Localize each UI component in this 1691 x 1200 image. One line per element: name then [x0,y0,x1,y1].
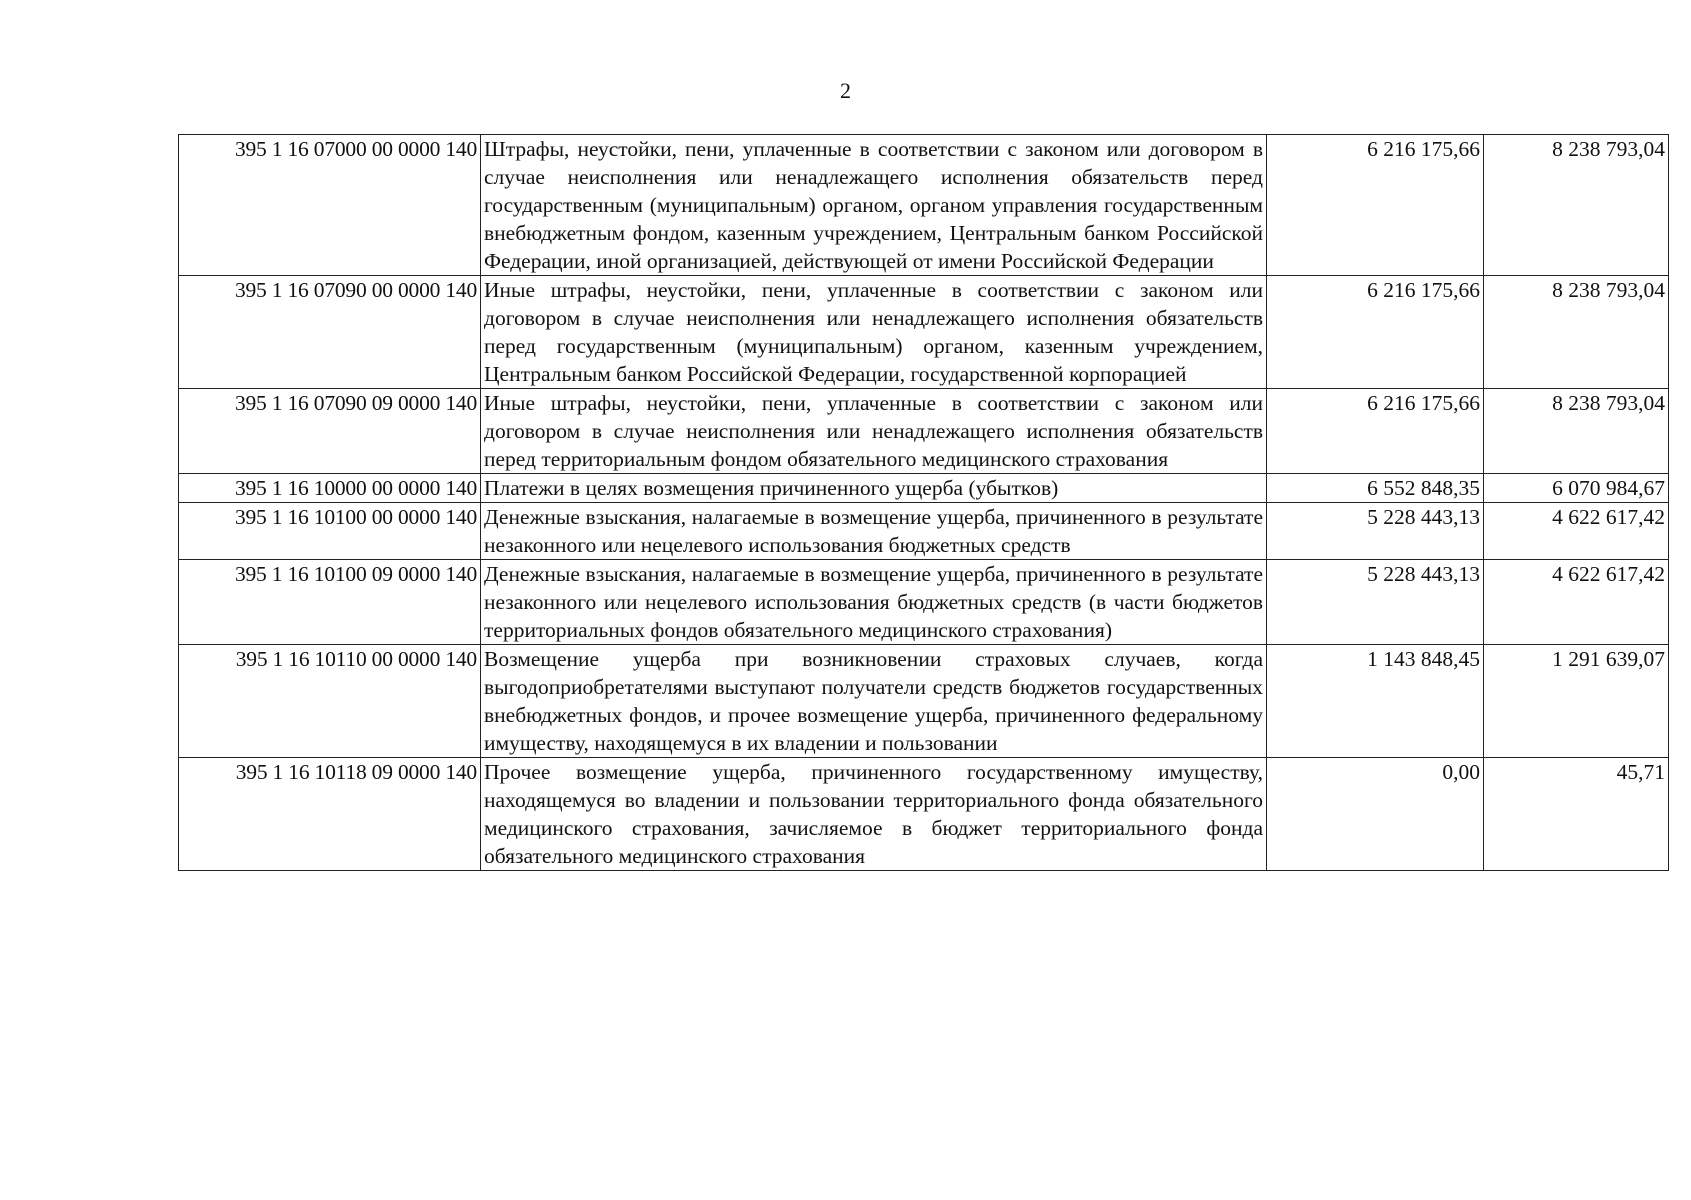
budget-code-cell: 395 1 16 07090 00 0000 140 [179,276,481,389]
page-number: 2 [840,78,851,103]
value-1-cell: 6 216 175,66 [1267,135,1484,276]
table-row [179,474,1669,503]
description-cell: Иные штрафы, неустойки, пени, уплаченные в соответствии с законом или договором в случае неисполнения или ненадлежащего исполнения обязательств перед территориальным фондом обязательного медицинского страхования [481,389,1267,474]
value-1-cell: 6 216 175,66 [1267,276,1484,389]
budget-code-cell: 395 1 16 10100 09 0000 140 [179,560,481,645]
revenue-table [178,134,1669,871]
description-cell: Иные штрафы, неустойки, пени, уплаченные в соответствии с законом или договором в случае неисполнения или ненадлежащего исполнения обязательств перед государственным (муниципальным) органом, казенным учреждением, Центральным банком Российской Федерации, государственной корпорацией [481,276,1267,389]
value-1-cell: 5 228 443,13 [1267,503,1484,560]
budget-code-cell: 395 1 16 07090 09 0000 140 [179,389,481,474]
description-cell: Денежные взыскания, налагаемые в возмещение ущерба, причиненного в результате незаконного или нецелевого использования бюджетных средств (в части бюджетов территориальных фондов обязательного медицинского страхования) [481,560,1267,645]
value-1-cell: 5 228 443,13 [1267,560,1484,645]
value-2-cell: 4 622 617,42 [1484,560,1669,645]
budget-code-cell: 395 1 16 07000 00 0000 140 [179,135,481,276]
value-2-cell: 8 238 793,04 [1484,276,1669,389]
description-cell: Возмещение ущерба при возникновении страховых случаев, когда выгодоприобретателями выступают получатели средств бюджетов государственных внебюджетных фондов, и прочее возмещение ущерба, причиненного федеральному имуществу, находящемуся в их владении и пользовании [481,645,1267,758]
budget-code-cell: 395 1 16 10000 00 0000 140 [179,474,481,503]
table-row [179,560,1669,645]
value-2-cell: 4 622 617,42 [1484,503,1669,560]
value-2-cell: 1 291 639,07 [1484,645,1669,758]
table-row [179,645,1669,758]
table-row [179,758,1669,871]
value-1-cell: 1 143 848,45 [1267,645,1484,758]
value-1-cell: 0,00 [1267,758,1484,871]
description-cell: Платежи в целях возмещения причиненного ущерба (убытков) [481,474,1267,503]
budget-code-cell: 395 1 16 10110 00 0000 140 [179,645,481,758]
budget-code-cell: 395 1 16 10100 00 0000 140 [179,503,481,560]
table-row [179,389,1669,474]
description-cell: Штрафы, неустойки, пени, уплаченные в соответствии с законом или договором в случае неисполнения или ненадлежащего исполнения обязательств перед государственным (муниципальным) органом, органом управления государственным внебюджетным фондом, казенным учреждением, Центральным банком Российской Федерации, иной организацией, действующей от имени Российской Федерации [481,135,1267,276]
table-row [179,276,1669,389]
budget-code-cell: 395 1 16 10118 09 0000 140 [179,758,481,871]
value-2-cell: 8 238 793,04 [1484,389,1669,474]
description-cell: Прочее возмещение ущерба, причиненного государственному имуществу, находящемуся во владении и пользовании территориального фонда обязательного медицинского страхования, зачисляемое в бюджет территориального фонда обязательного медицинского страхования [481,758,1267,871]
description-cell: Денежные взыскания, налагаемые в возмещение ущерба, причиненного в результате незаконного или нецелевого использования бюджетных средств [481,503,1267,560]
value-1-cell: 6 216 175,66 [1267,389,1484,474]
value-2-cell: 6 070 984,67 [1484,474,1669,503]
value-1-cell: 6 552 848,35 [1267,474,1484,503]
value-2-cell: 8 238 793,04 [1484,135,1669,276]
value-2-cell: 45,71 [1484,758,1669,871]
table-row [179,503,1669,560]
table-row [179,135,1669,276]
